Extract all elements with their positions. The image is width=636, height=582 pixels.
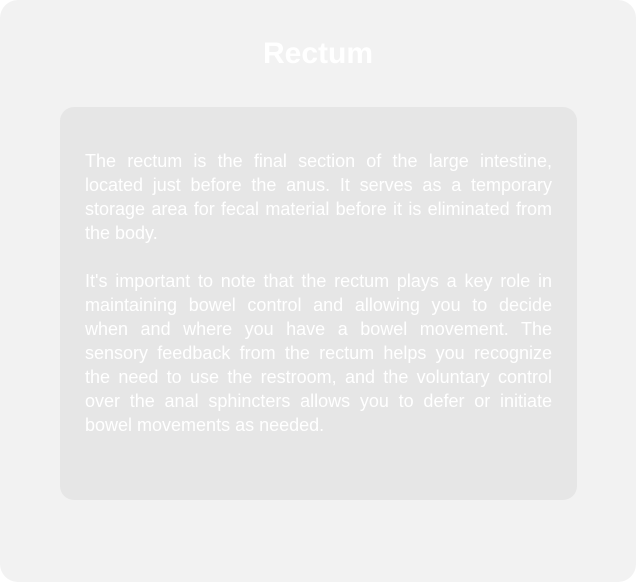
description-panel (60, 107, 577, 500)
description-paragraph-2: It's important to note that the rectum plays a key role in maintaining bowel control and allowing you to decide when and where you have a bowel movement. The sensory feedback from the rectum helps you recognize the need to use the restroom, and the voluntary control over the anal sphincters allows you to defer or initiate bowel movements as needed. (85, 271, 552, 435)
card-title: Rectum (262, 37, 374, 70)
description-paragraph-1: The rectum is the final section of the large intestine, located just before the anus. It serves as a temporary storage area for fecal material before it is eliminated from the body. (85, 151, 552, 243)
